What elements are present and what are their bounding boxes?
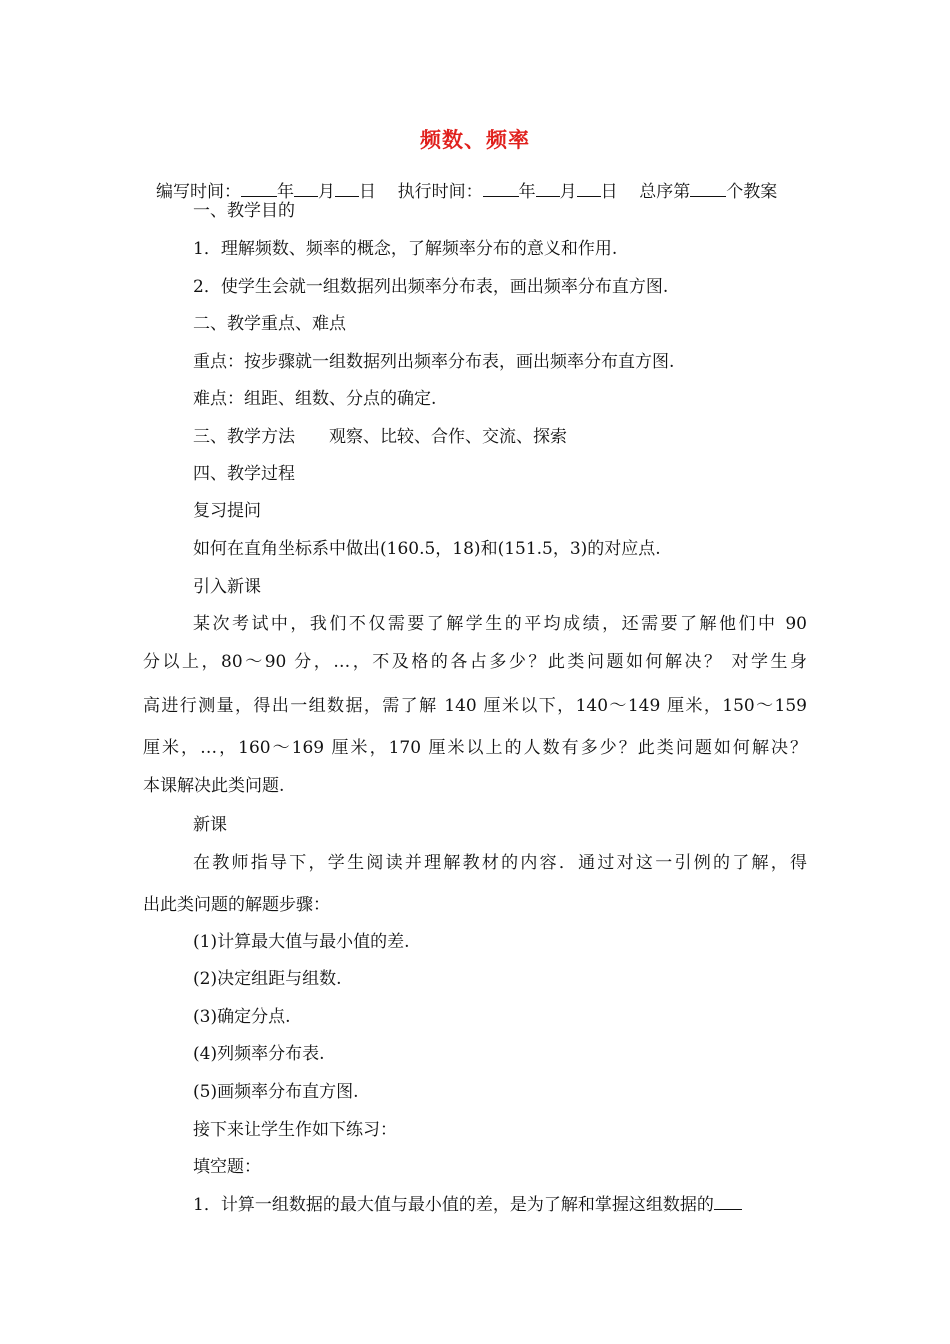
intro-paragraph-line: 高进行测量，得出一组数据，需了解 140 厘米以下，140～149 厘米，150～159 — [143, 696, 807, 716]
total-number-blank — [690, 182, 726, 197]
step-item: (2)决定组距与组数. — [193, 969, 342, 989]
document-title: 频数、频率 — [420, 128, 530, 152]
compile-year-blank — [241, 182, 277, 197]
answer-blank — [714, 1195, 742, 1210]
total-prefix-label: 总序第 — [639, 182, 691, 202]
method-line — [193, 427, 567, 447]
exec-day-blank — [577, 182, 601, 197]
intro-paragraph-line: 厘米，…，160～169 厘米，170 厘米以上的人数有多少？此类问题如何解决？ — [143, 738, 807, 758]
fill-question-1-text: 1．计算一组数据的最大值与最小值的差，是为了解和掌握这组数据的 — [193, 1195, 714, 1215]
goal-item-2: 2．使学生会就一组数据列出频率分布表，画出频率分布直方图. — [193, 277, 669, 297]
new-paragraph-line: 在教师指导下，学生阅读并理解教材的内容．通过对这一引例的了解，得 — [193, 853, 807, 873]
exec-year-label: 年 — [518, 182, 536, 202]
step-item: (4)列频率分布表. — [193, 1044, 325, 1064]
total-suffix-label: 个教案 — [726, 182, 778, 202]
difficult-point: 难点：组距、组数、分点的确定. — [193, 389, 437, 409]
review-text: 如何在直角坐标系中做出(160.5，18)和(151.5，3)的对应点. — [193, 539, 661, 559]
compile-day-blank — [335, 182, 359, 197]
exec-month-blank — [536, 182, 560, 197]
compile-year-label: 年 — [277, 182, 294, 202]
compile-time-label: 编写时间： — [156, 182, 241, 202]
compile-month-label: 月 — [318, 182, 335, 202]
intro-heading: 引入新课 — [193, 577, 261, 597]
goal-item-1: 1．理解频数、频率的概念，了解频率分布的意义和作用. — [193, 239, 618, 259]
step-item: (3)确定分点. — [193, 1007, 291, 1027]
step-item: (5)画频率分布直方图. — [193, 1082, 359, 1102]
review-heading: 复习提问 — [193, 501, 261, 521]
key-point: 重点：按步骤就一组数据列出频率分布表，画出频率分布直方图. — [193, 352, 675, 372]
step-item: (1)计算最大值与最小值的差. — [193, 932, 410, 952]
method-heading: 三、教学方法 — [193, 427, 295, 447]
exec-month-label: 月 — [559, 182, 577, 202]
exec-time-label: 执行时间： — [397, 182, 483, 202]
exec-year-blank — [483, 182, 519, 197]
compile-month-blank — [294, 182, 318, 197]
intro-paragraph-line: 某次考试中，我们不仅需要了解学生的平均成绩，还需要了解他们中 90 — [193, 614, 807, 634]
fill-heading: 填空题： — [193, 1157, 261, 1177]
compile-day-label: 日 — [359, 182, 376, 202]
new-heading: 新课 — [193, 815, 227, 835]
intro-paragraph-line: 分以上，80～90 分，…，不及格的各占多少？此类问题如何解决？ 对学生身 — [143, 652, 807, 672]
process-heading: 四、教学过程 — [193, 464, 295, 484]
goal-heading: 一、教学目的 — [193, 201, 295, 221]
key-heading: 二、教学重点、难点 — [193, 314, 346, 334]
exec-day-label: 日 — [600, 182, 618, 202]
intro-paragraph-line: 本课解决此类问题. — [143, 776, 285, 796]
header-info-line — [156, 177, 777, 202]
method-text: 观察、比较、合作、交流、探索 — [329, 427, 567, 447]
new-paragraph-line: 出此类问题的解题步骤： — [143, 895, 330, 915]
practice-intro: 接下来让学生作如下练习： — [193, 1120, 397, 1140]
fill-question-1 — [193, 1195, 742, 1215]
